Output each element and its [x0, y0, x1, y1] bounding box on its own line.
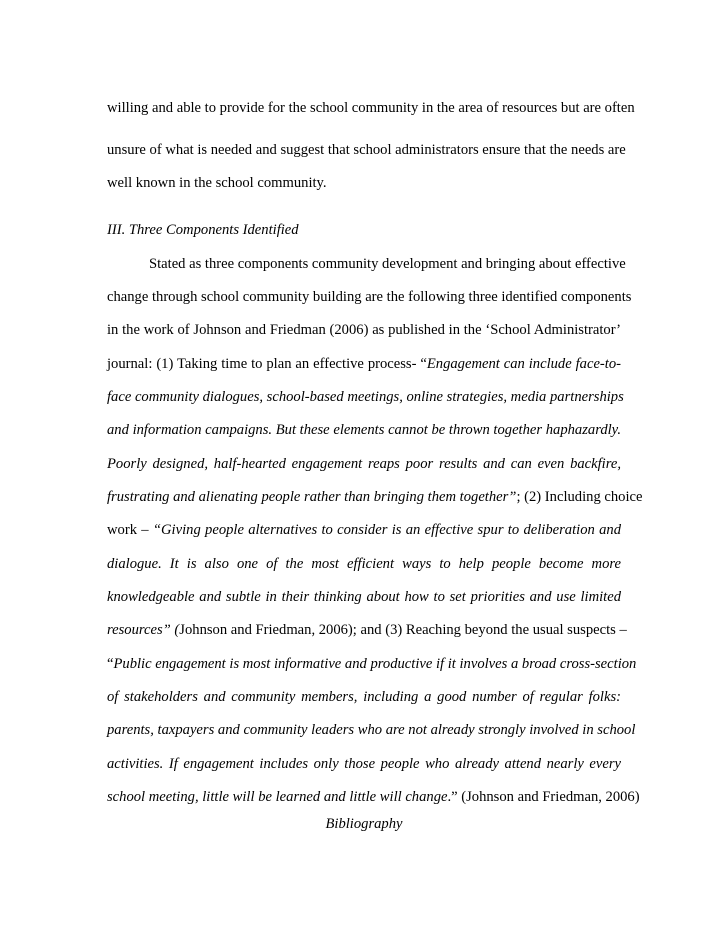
text-run: ; (2) Including choice [516, 489, 643, 505]
body-text-line: unsure of what is needed and suggest that school administrators ensure that the needs are [107, 142, 626, 158]
quote-text-run: school meeting, little will be learned and little will change [107, 789, 448, 805]
section-heading: III. Three Components Identified [107, 222, 299, 238]
quote-text-run: Engagement can include face-to- [426, 356, 622, 372]
quote-text-run: of stakeholders and community members, including a good number of regular folks: [107, 689, 621, 705]
quote-text-run: Poorly designed, half-hearted engagement reaps poor results and can even backfire, [107, 456, 621, 472]
text-run: work – [107, 522, 153, 538]
body-text-line: change through school community building are the following three identified components [107, 289, 632, 305]
bibliography-heading: Bibliography [325, 816, 403, 832]
text-run: .” (Johnson and Friedman, 2006) [447, 789, 640, 805]
quote-text-line [107, 720, 636, 740]
quote-text-run: frustrating and alienating people rather than bringing them together” [107, 489, 517, 505]
quote-text-line [107, 420, 621, 440]
quote-text-line [107, 454, 621, 474]
quote-text-run: “Giving people alternatives to consider is an effective spur to deliberation and [152, 522, 621, 538]
text-run: journal: (1) Taking time to plan an effective process- “ [107, 356, 427, 372]
quote-text-run: knowledgeable and subtle in their thinking about how to set priorities and use limited [107, 589, 621, 605]
body-text-line [107, 620, 627, 640]
quote-text-run: parents, taxpayers and community leaders who are not already strongly involved in school [107, 722, 636, 738]
body-text-line [107, 787, 640, 807]
text-run: Johnson and Friedman, 2006); and (3) Reaching beyond the usual suspects – [179, 622, 627, 638]
quote-text-run: resources” ( [107, 622, 180, 638]
quote-text-run: Public engagement is most informative and productive if it involves a broad cross-section [113, 656, 637, 672]
quote-text-run: activities. If engagement includes only those people who already attend nearly every [107, 756, 621, 772]
body-text-line [107, 520, 621, 540]
quote-text-run: dialogue. It is also one of the most efficient ways to help people become more [107, 556, 621, 572]
quote-text-line [107, 754, 621, 774]
text-run: “ [107, 656, 114, 672]
body-text-line [107, 487, 643, 507]
body-text-line: Stated as three components community development and bringing about effective [149, 256, 626, 272]
quote-text-line [107, 654, 637, 674]
body-text-line [107, 354, 621, 374]
quote-text-line [107, 587, 621, 607]
quote-text-line [107, 387, 624, 407]
body-text-line: willing and able to provide for the school community in the area of resources but are often [107, 100, 635, 116]
quote-text-run: and information campaigns. But these elements cannot be thrown together haphazardly. [107, 422, 621, 438]
body-text-line: well known in the school community. [107, 175, 327, 191]
quote-text-line [107, 554, 621, 574]
body-text-line: in the work of Johnson and Friedman (2006) as published in the ‘School Administrator’ [107, 322, 621, 338]
quote-text-run: face community dialogues, school-based meetings, online strategies, media partnerships [107, 389, 624, 405]
quote-text-line [107, 687, 621, 707]
